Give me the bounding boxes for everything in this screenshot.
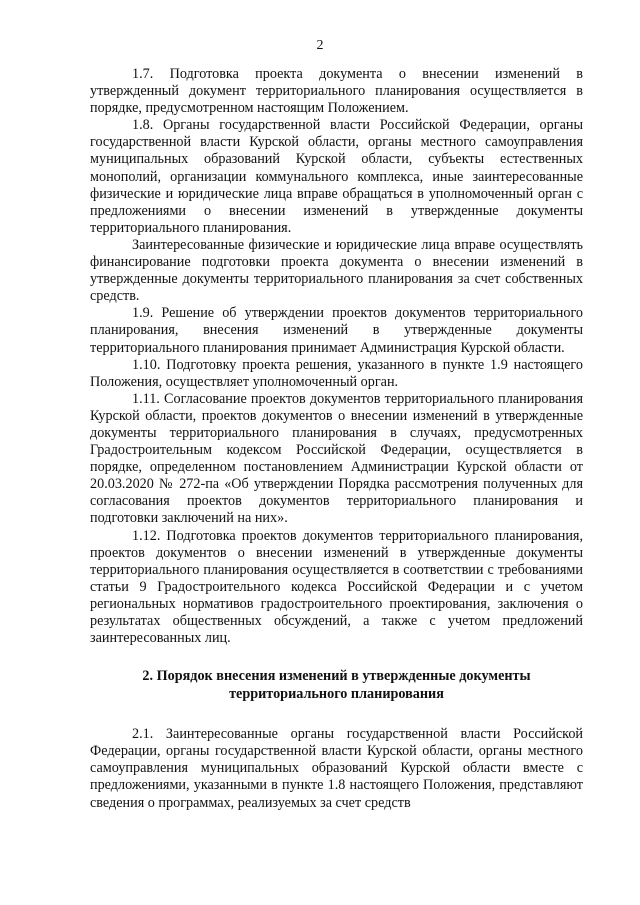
document-body (90, 66, 583, 812)
paragraph-1-7: 1.7. Подготовка проекта документа о внесении изменений в утвержденный документ территориального планирования осуществляется в порядке, предусмотренном настоящим Положением. (90, 66, 583, 117)
paragraph-1-11: 1.11. Согласование проектов документов территориального планирования Курской области, проектов документов о внесении изменений в утвержденные документы территориального планирования в случаях, предусмотренных Градостроительным кодексом Российской Федерации, осуществляется в порядке, определенном постановлением Администрации Курской области от 20.03.2020 № 272-па «Об утверждении Порядка рассмотрения полученных для согласования проектов документов территориального планирования и подготовки заключений на них». (90, 390, 583, 527)
paragraph-1-12: 1.12. Подготовка проектов документов территориального планирования, проектов документов о внесении изменений в утвержденные документы территориального планирования осуществляется в соответствии с требованиями статьи 9 Градостроительного кодекса Российской Федерации и с учетом региональных нормативов градостроительного проектирования, заключения о результатах общественных обсуждений, а также с учетом предложений заинтересованных лиц. (90, 527, 583, 647)
paragraph-1-10: 1.10. Подготовку проекта решения, указанного в пункте 1.9 настоящего Положения, осуществляет уполномоченный орган. (90, 356, 583, 390)
paragraph-2-1: 2.1. Заинтересованные органы государственной власти Российской Федерации, органы государственной власти Курской области, органы местного самоуправления муниципальных образований Курской области вместе с предложениями, указанными в пункте 1.8 настоящего Положения, представляют сведения о программах, реализуемых за счет средств (90, 726, 583, 811)
page-number: 2 (316, 38, 324, 53)
paragraph-1-8-financing: Заинтересованные физические и юридические лица вправе осуществлять финансирование подготовки проекта документа о внесении изменений в утвержденные документы территориального планирования за счет собственных средств. (90, 236, 583, 305)
paragraph-1-9: 1.9. Решение об утверждении проектов документов территориального планирования, внесения изменений в утвержденные документы территориального планирования принимает Администрация Курской области. (90, 305, 583, 356)
section-heading: 2. Порядок внесения изменений в утвержденные документы территориального планирования (142, 668, 531, 702)
paragraph-1-8: 1.8. Органы государственной власти Российской Федерации, органы государственной власти Курской области, органы местного самоуправления муниципальных образований Курской области, субъекты естественных монополий, организации коммунального комплекса, иные заинтересованные физические и юридические лица вправе обращаться в уполномоченный орган с предложениями о внесении изменений в утвержденные документы территориального планирования. (90, 117, 583, 236)
